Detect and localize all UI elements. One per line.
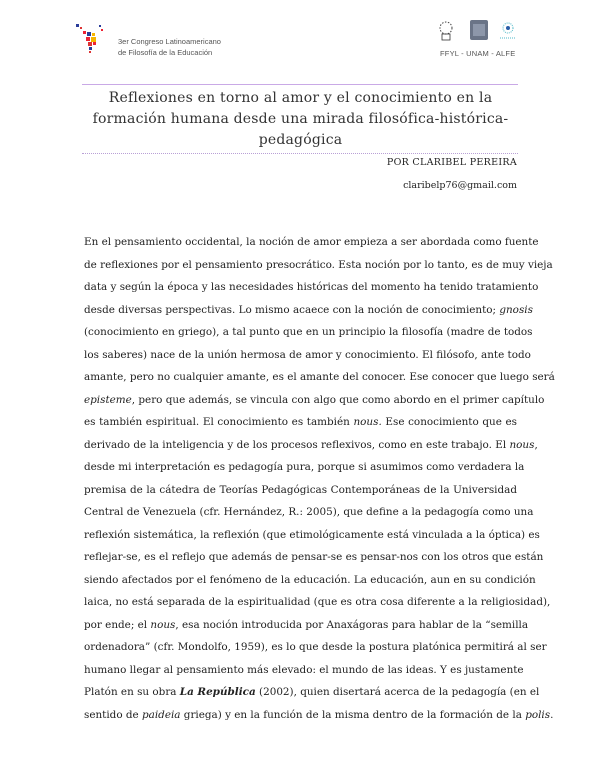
text-line xyxy=(84,681,540,704)
text-segment: derivado de la inteligencia y de los procesos reflexivos, como en este trabajo. El xyxy=(84,438,510,451)
text-segment: reflexión sistemática, la reflexión (que etimológicamente está vinculada a la óptica) es xyxy=(84,528,540,541)
congress-name xyxy=(118,36,221,58)
text-line xyxy=(84,321,533,344)
congress-logo xyxy=(74,22,110,58)
ffyl-logo-icon xyxy=(440,22,452,40)
emphasized-text: gnosis xyxy=(499,303,533,316)
title-line-3: pedagógica xyxy=(258,132,343,148)
text-line xyxy=(84,614,529,637)
author-name: POR CLARIBEL PEREIRA xyxy=(386,157,517,168)
author-email: claribelp76@gmail.com xyxy=(403,180,517,191)
text-line xyxy=(84,366,555,389)
text-segment: de reflexiones por el pensamiento presocrático. Esta noción por lo tanto, es de muy vieja xyxy=(84,258,553,271)
text-line xyxy=(84,569,536,592)
text-line xyxy=(84,704,554,727)
text-segment: Central de Venezuela (cfr. Hernández, R.: 2005), que define a la pedagogía como una xyxy=(84,506,534,518)
text-line xyxy=(84,501,534,524)
emphasized-text: nous xyxy=(150,618,176,631)
title-line-2: formación humana desde una mirada filosófica-histórica- xyxy=(92,111,509,127)
text-segment: , pero que además, se vincula con algo que como abordo en el primer capítulo xyxy=(131,393,545,406)
text-segment: Ese conocimiento que es xyxy=(381,416,517,428)
text-line xyxy=(84,434,538,457)
text-segment: humano llegar al pensamiento más elevado: el mundo de las ideas. Y es justamente xyxy=(84,663,524,676)
emphasized-text: polis xyxy=(525,708,551,721)
text-line xyxy=(84,411,517,434)
text-segment: por ende; el xyxy=(84,618,151,631)
text-segment: laica, no está separada de la espiritualidad (que es otra cosa diferente a la religiosidad), xyxy=(84,596,551,608)
text-segment: data y según la época y las necesidades históricas del momento ha tenido tratamiento xyxy=(84,281,539,293)
text-line xyxy=(84,659,524,682)
congress-line-2: de Filosofía de la Educación xyxy=(118,48,213,57)
text-segment: Platón en su obra xyxy=(84,686,180,698)
text-line xyxy=(84,389,545,412)
text-segment: En el pensamiento occidental, la noción de amor empieza a ser abordada como fuente xyxy=(84,236,539,248)
text-line xyxy=(84,299,533,322)
text-line xyxy=(84,276,539,299)
text-segment: (2002), quien disertará acerca de la pedagogía (en el xyxy=(255,686,540,698)
text-segment: es también espiritual. El conocimiento es también xyxy=(84,416,354,428)
text-segment: desde mi interpretación es pedagogía pura, porque si asumimos como verdadera la xyxy=(84,461,525,473)
text-segment: reflejar-se, es el reflejo que además de pensar-se es pensar-nos con los otros que están xyxy=(84,551,544,563)
emphasized-text: nous. xyxy=(353,416,382,428)
text-segment: (conocimiento en griego), a tal punto que en un principio la filosofía (madre de todos xyxy=(84,326,533,338)
text-segment: desde diversas perspectivas. Lo mismo acaece con la noción de conocimiento; xyxy=(84,303,500,316)
text-line xyxy=(84,479,517,502)
text-line xyxy=(84,231,539,254)
text-segment: , xyxy=(534,438,538,451)
text-line xyxy=(84,456,525,479)
text-line xyxy=(84,524,540,547)
text-line xyxy=(84,546,544,569)
text-line xyxy=(84,591,551,614)
congress-line-1: 3er Congreso Latinoamericano xyxy=(118,37,221,46)
emphasized-text: nous xyxy=(509,438,535,451)
title-line-1: Reflexiones en torno al amor y el conocimiento en la xyxy=(108,90,493,106)
partner-institutions: FFYL - UNAM - ALFE xyxy=(440,49,516,58)
text-segment: griega) y en la función de la misma dentro de la formación de la xyxy=(180,708,526,721)
text-line xyxy=(84,254,553,277)
alfe-logo-icon xyxy=(500,23,516,38)
text-segment: amante, pero no cualquier amante, es el amante del conocer. Ese conocer que luego será xyxy=(84,371,555,383)
text-segment: sentido de xyxy=(84,708,142,721)
emphasized-text: episteme xyxy=(84,393,132,406)
text-segment: siendo afectados por el fenómeno de la educación. La educación, aun en su condición xyxy=(84,573,536,586)
body-paragraph xyxy=(84,231,555,726)
unam-logo-icon xyxy=(470,20,488,40)
partner-logos xyxy=(436,16,560,52)
emphasized-text: paideia xyxy=(142,708,181,721)
text-line xyxy=(84,636,547,659)
text-line xyxy=(84,344,531,367)
text-segment: los saberes) nace de la unión hermosa de amor y conocimiento. El filósofo, ante todo xyxy=(84,348,531,361)
text-segment: . xyxy=(550,708,554,721)
title-divider xyxy=(82,153,518,154)
text-segment: ordenadora” (cfr. Mondolfo, 1959), es lo que desde la postura platónica permitirá al ser xyxy=(84,641,547,653)
header-divider xyxy=(82,84,518,85)
text-segment: premisa de la cátedra de Teorías Pedagógicas Contemporáneas de la Universidad xyxy=(84,483,517,496)
text-segment: , esa noción introducida por Anaxágoras para hablar de la “semilla xyxy=(175,618,529,631)
emphasized-text: La República xyxy=(179,686,256,698)
document-title xyxy=(84,88,517,151)
